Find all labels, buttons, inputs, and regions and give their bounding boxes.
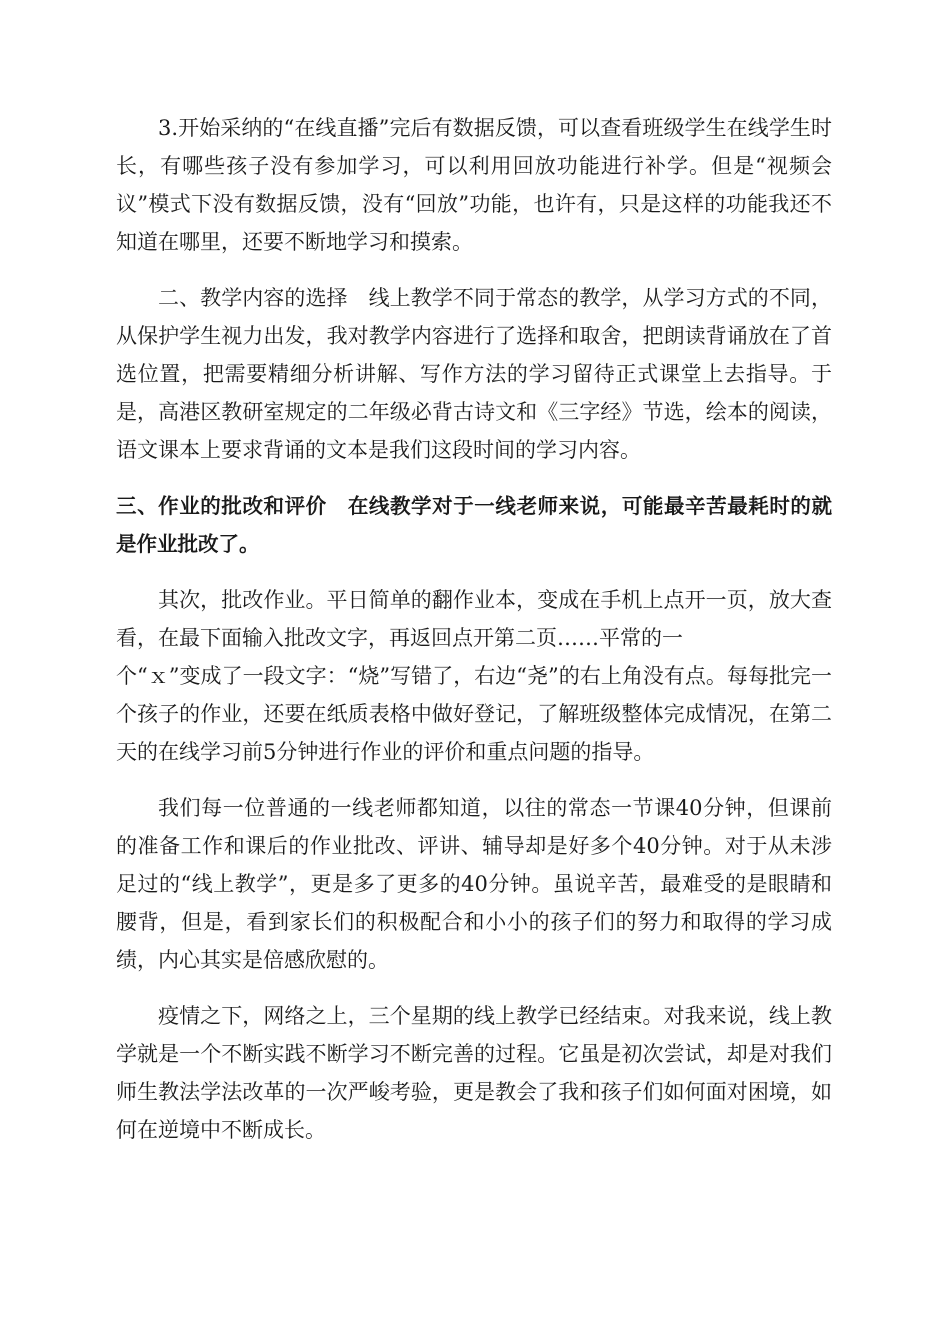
document-body	[116, 109, 832, 1167]
paragraph-grading-homework-line-1: 其次，批改作业。平日简单的翻作业本，变成在手机上点开一页，放大查看，在最下面输入批改文字，再返回点开第二页……平常的一	[116, 588, 832, 650]
paragraph-online-live-feedback: 3.开始采纳的“在线直播”完后有数据反馈，可以查看班级学生在线学生时长，有哪些孩子没有参加学习，可以利用回放功能进行补学。但是“视频会议”模式下没有数据反馈，没有“回放”功能，也许有，只是这样的功能我还不知道在哪里，还要不断地学习和摸索。	[116, 116, 832, 254]
section-heading-homework-grading: 三、作业的批改和评价 在线教学对于一线老师来说，可能最辛苦最耗时的就是作业批改了。	[116, 494, 832, 556]
paragraph-grading-homework	[116, 581, 832, 771]
paragraph-grading-homework-line-2: 个“ｘ”变成了一段文字：“烧”写错了，右边“尧”的右上角没有点。每每批完一个孩子的作业，还要在纸质表格中做好登记，了解班级整体完成情况，在第二天的在线学习前5分钟进行作业的评价和重点问题的指导。	[116, 664, 832, 764]
paragraph-teacher-workload: 我们每一位普通的一线老师都知道，以往的常态一节课40分钟，但课前的准备工作和课后的作业批改、评讲、辅导却是好多个40分钟。对于从未涉足过的“线上教学”，更是多了更多的40分钟。虽说辛苦，最难受的是眼睛和腰背，但是，看到家长们的积极配合和小小的孩子们的努力和取得的学习成绩，内心其实是倍感欣慰的。	[116, 796, 832, 972]
paragraph-conclusion: 疫情之下，网络之上，三个星期的线上教学已经结束。对我来说，线上教学就是一个不断实践不断学习不断完善的过程。它虽是初次尝试，却是对我们师生教法学法改革的一次严峻考验，更是教会了我和孩子们如何面对困境，如何在逆境中不断成长。	[116, 1004, 832, 1142]
paragraph-teaching-content-selection: 二、教学内容的选择 线上教学不同于常态的教学，从学习方式的不同，从保护学生视力出发，我对教学内容进行了选择和取舍，把朗读背诵放在了首选位置，把需要精细分析讲解、写作方法的学习留待正式课堂上去指导。于是，高港区教研室规定的二年级必背古诗文和《三字经》节选，绘本的阅读，语文课本上要求背诵的文本是我们这段时间的学习内容。	[116, 286, 832, 462]
